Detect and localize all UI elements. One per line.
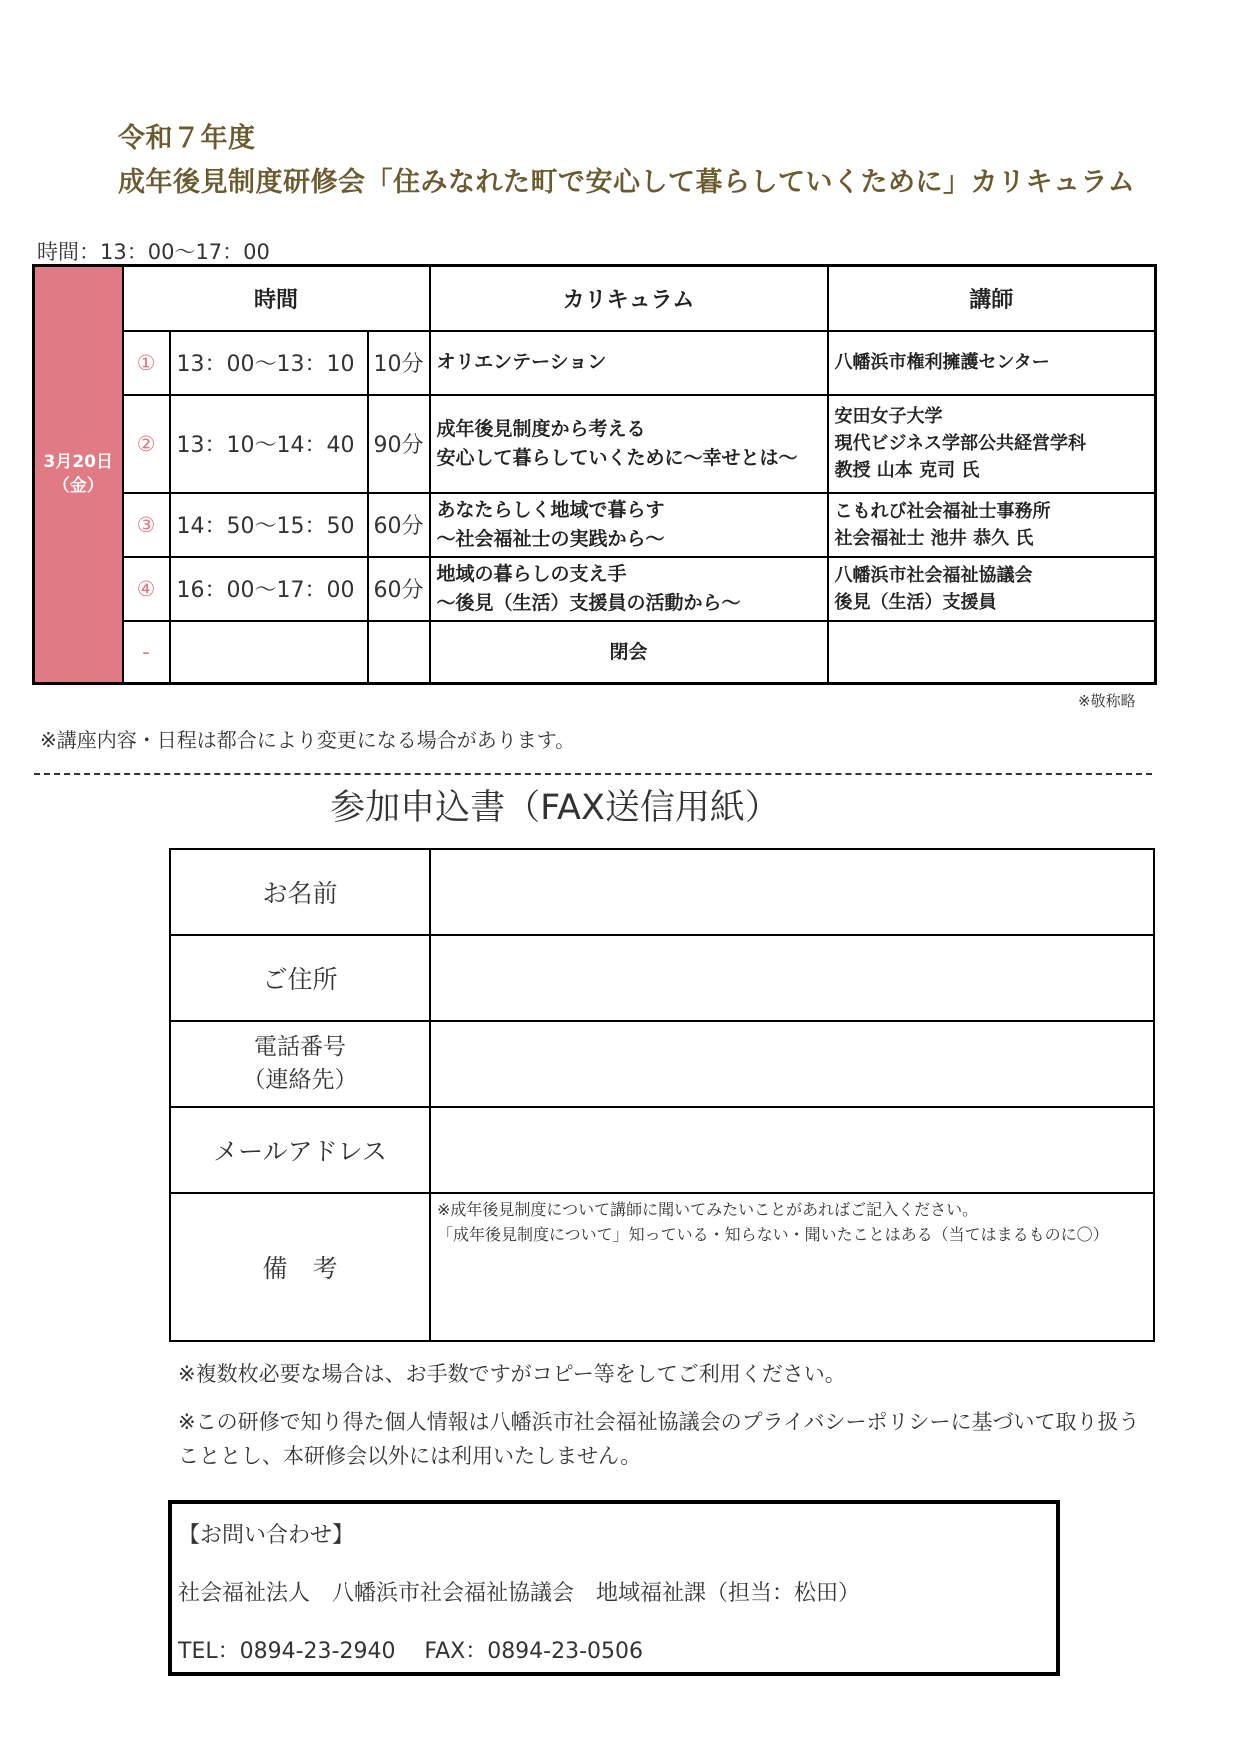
session-number: ① <box>123 331 170 395</box>
curriculum-line: オリエンテーション <box>436 351 607 374</box>
phone-field[interactable] <box>430 1021 1154 1107</box>
header-lecturer: 講師 <box>828 266 1156 331</box>
cut-line-divider <box>34 773 1152 775</box>
email-label: メールアドレス <box>170 1107 430 1193</box>
table-header-row <box>34 266 1156 331</box>
form-title: 参加申込書（FAX送信用紙） <box>330 788 780 828</box>
time-range-note: 時間：13：00～17：00 <box>37 240 270 264</box>
table-row <box>34 621 1156 684</box>
curriculum-line: あなたらしく地域で暮らす <box>436 499 665 521</box>
curriculum-line: 安心して暮らしていくために～幸せとは～ <box>436 446 798 469</box>
header-curriculum: カリキュラム <box>430 266 828 331</box>
session-duration <box>368 621 430 684</box>
session-number: - <box>123 621 170 684</box>
lecturer-line: こもれび社会福祉士事務所 <box>834 500 1051 522</box>
form-row-email <box>170 1107 1154 1193</box>
form-row-remarks <box>170 1193 1154 1341</box>
session-duration: 60分 <box>368 557 430 621</box>
session-curriculum <box>430 493 828 557</box>
session-lecturer <box>828 493 1156 557</box>
session-duration: 60分 <box>368 493 430 557</box>
schedule-change-note: ※講座内容・日程は都合により変更になる場合があります。 <box>40 728 576 752</box>
copy-note: ※複数枚必要な場合は、お手数ですがコピー等をしてご利用ください。 <box>178 1362 846 1386</box>
phone-label-line: 電話番号 <box>254 1033 346 1060</box>
phone-label <box>170 1021 430 1107</box>
curriculum-line: ～社会福祉士の実践から～ <box>436 527 665 550</box>
session-number: ③ <box>123 493 170 557</box>
curriculum-line: ～後見（生活）支援員の活動から～ <box>436 591 741 614</box>
table-row <box>34 395 1156 493</box>
session-time: 13：00～13：10 <box>170 331 368 395</box>
lecturer-line: 後見（生活）支援員 <box>834 591 997 613</box>
session-time: 16：00～17：00 <box>170 557 368 621</box>
form-row-address <box>170 935 1154 1021</box>
session-lecturer <box>828 621 1156 684</box>
lecturer-line: 教授 山本 克司 氏 <box>834 460 980 481</box>
contact-tel-fax: TEL：0894-23-2940 FAX：0894-23-0506 <box>178 1639 644 1664</box>
remarks-field[interactable] <box>430 1193 1154 1341</box>
contact-box <box>168 1500 1060 1676</box>
lecturer-line: 現代ビジネス学部公共経営学科 <box>834 433 1086 454</box>
lecturer-line: 安田女子大学 <box>834 406 943 427</box>
session-duration: 10分 <box>368 331 430 395</box>
phone-label-line: （連絡先） <box>242 1067 358 1093</box>
event-date: 3月20日 <box>43 451 113 472</box>
session-curriculum <box>430 621 828 684</box>
session-time: 14：50～15：50 <box>170 493 368 557</box>
table-row <box>34 331 1156 395</box>
session-number: ④ <box>123 557 170 621</box>
remarks-label: 備 考 <box>170 1193 430 1341</box>
session-curriculum <box>430 331 828 395</box>
session-curriculum <box>430 395 828 493</box>
lecturer-line: 八幡浜市権利擁護センター <box>834 352 1050 373</box>
session-lecturer <box>828 395 1156 493</box>
session-lecturer <box>828 331 1156 395</box>
remarks-note <box>431 1194 1153 1248</box>
session-time <box>170 621 368 684</box>
address-label: ご住所 <box>170 935 430 1021</box>
remarks-note-line: ※成年後見制度について講師に聞いてみたいことがあればご記入ください。 <box>437 1200 979 1219</box>
application-form <box>169 848 1155 1342</box>
session-number: ② <box>123 395 170 493</box>
remarks-note-line: 「成年後見制度について」知っている・知らない・聞いたことはある（当てはまるものに〇） <box>437 1224 1109 1244</box>
session-curriculum <box>430 557 828 621</box>
name-field[interactable] <box>430 849 1154 935</box>
document-title-year: 令和７年度 <box>118 123 256 154</box>
address-field[interactable] <box>430 935 1154 1021</box>
lecturer-line: 社会福祉士 池井 恭久 氏 <box>834 527 1034 549</box>
form-row-phone <box>170 1021 1154 1107</box>
curriculum-line: 地域の暮らしの支え手 <box>436 563 627 585</box>
curriculum-line: 閉会 <box>609 640 648 663</box>
contact-organization: 社会福祉法人 八幡浜市社会福祉協議会 地域福祉課（担当：松田） <box>178 1581 861 1606</box>
event-date-cell <box>34 266 123 684</box>
curriculum-line: 成年後見制度から考える <box>436 418 646 440</box>
contact-heading: 【お問い合わせ】 <box>178 1523 355 1548</box>
curriculum-table <box>32 264 1157 685</box>
honorific-note: ※敬称略 <box>1078 692 1136 710</box>
name-label: お名前 <box>170 849 430 935</box>
event-weekday: （金） <box>52 475 104 496</box>
session-lecturer <box>828 557 1156 621</box>
session-time: 13：10～14：40 <box>170 395 368 493</box>
form-row-name <box>170 849 1154 935</box>
table-row <box>34 557 1156 621</box>
lecturer-line: 八幡浜市社会福祉協議会 <box>834 564 1033 586</box>
document-title: 成年後見制度研修会「住みなれた町で安心して暮らしていくために」カリキュラム <box>118 167 1136 198</box>
header-time: 時間 <box>123 266 430 331</box>
email-field[interactable] <box>430 1107 1154 1193</box>
privacy-note: ※この研修で知り得た個人情報は八幡浜市社会福祉協議会のプライバシーポリシーに基づいて取り扱うこととし、本研修会以外には利用いたしません。 <box>178 1410 1140 1468</box>
session-duration: 90分 <box>368 395 430 493</box>
table-row <box>34 493 1156 557</box>
